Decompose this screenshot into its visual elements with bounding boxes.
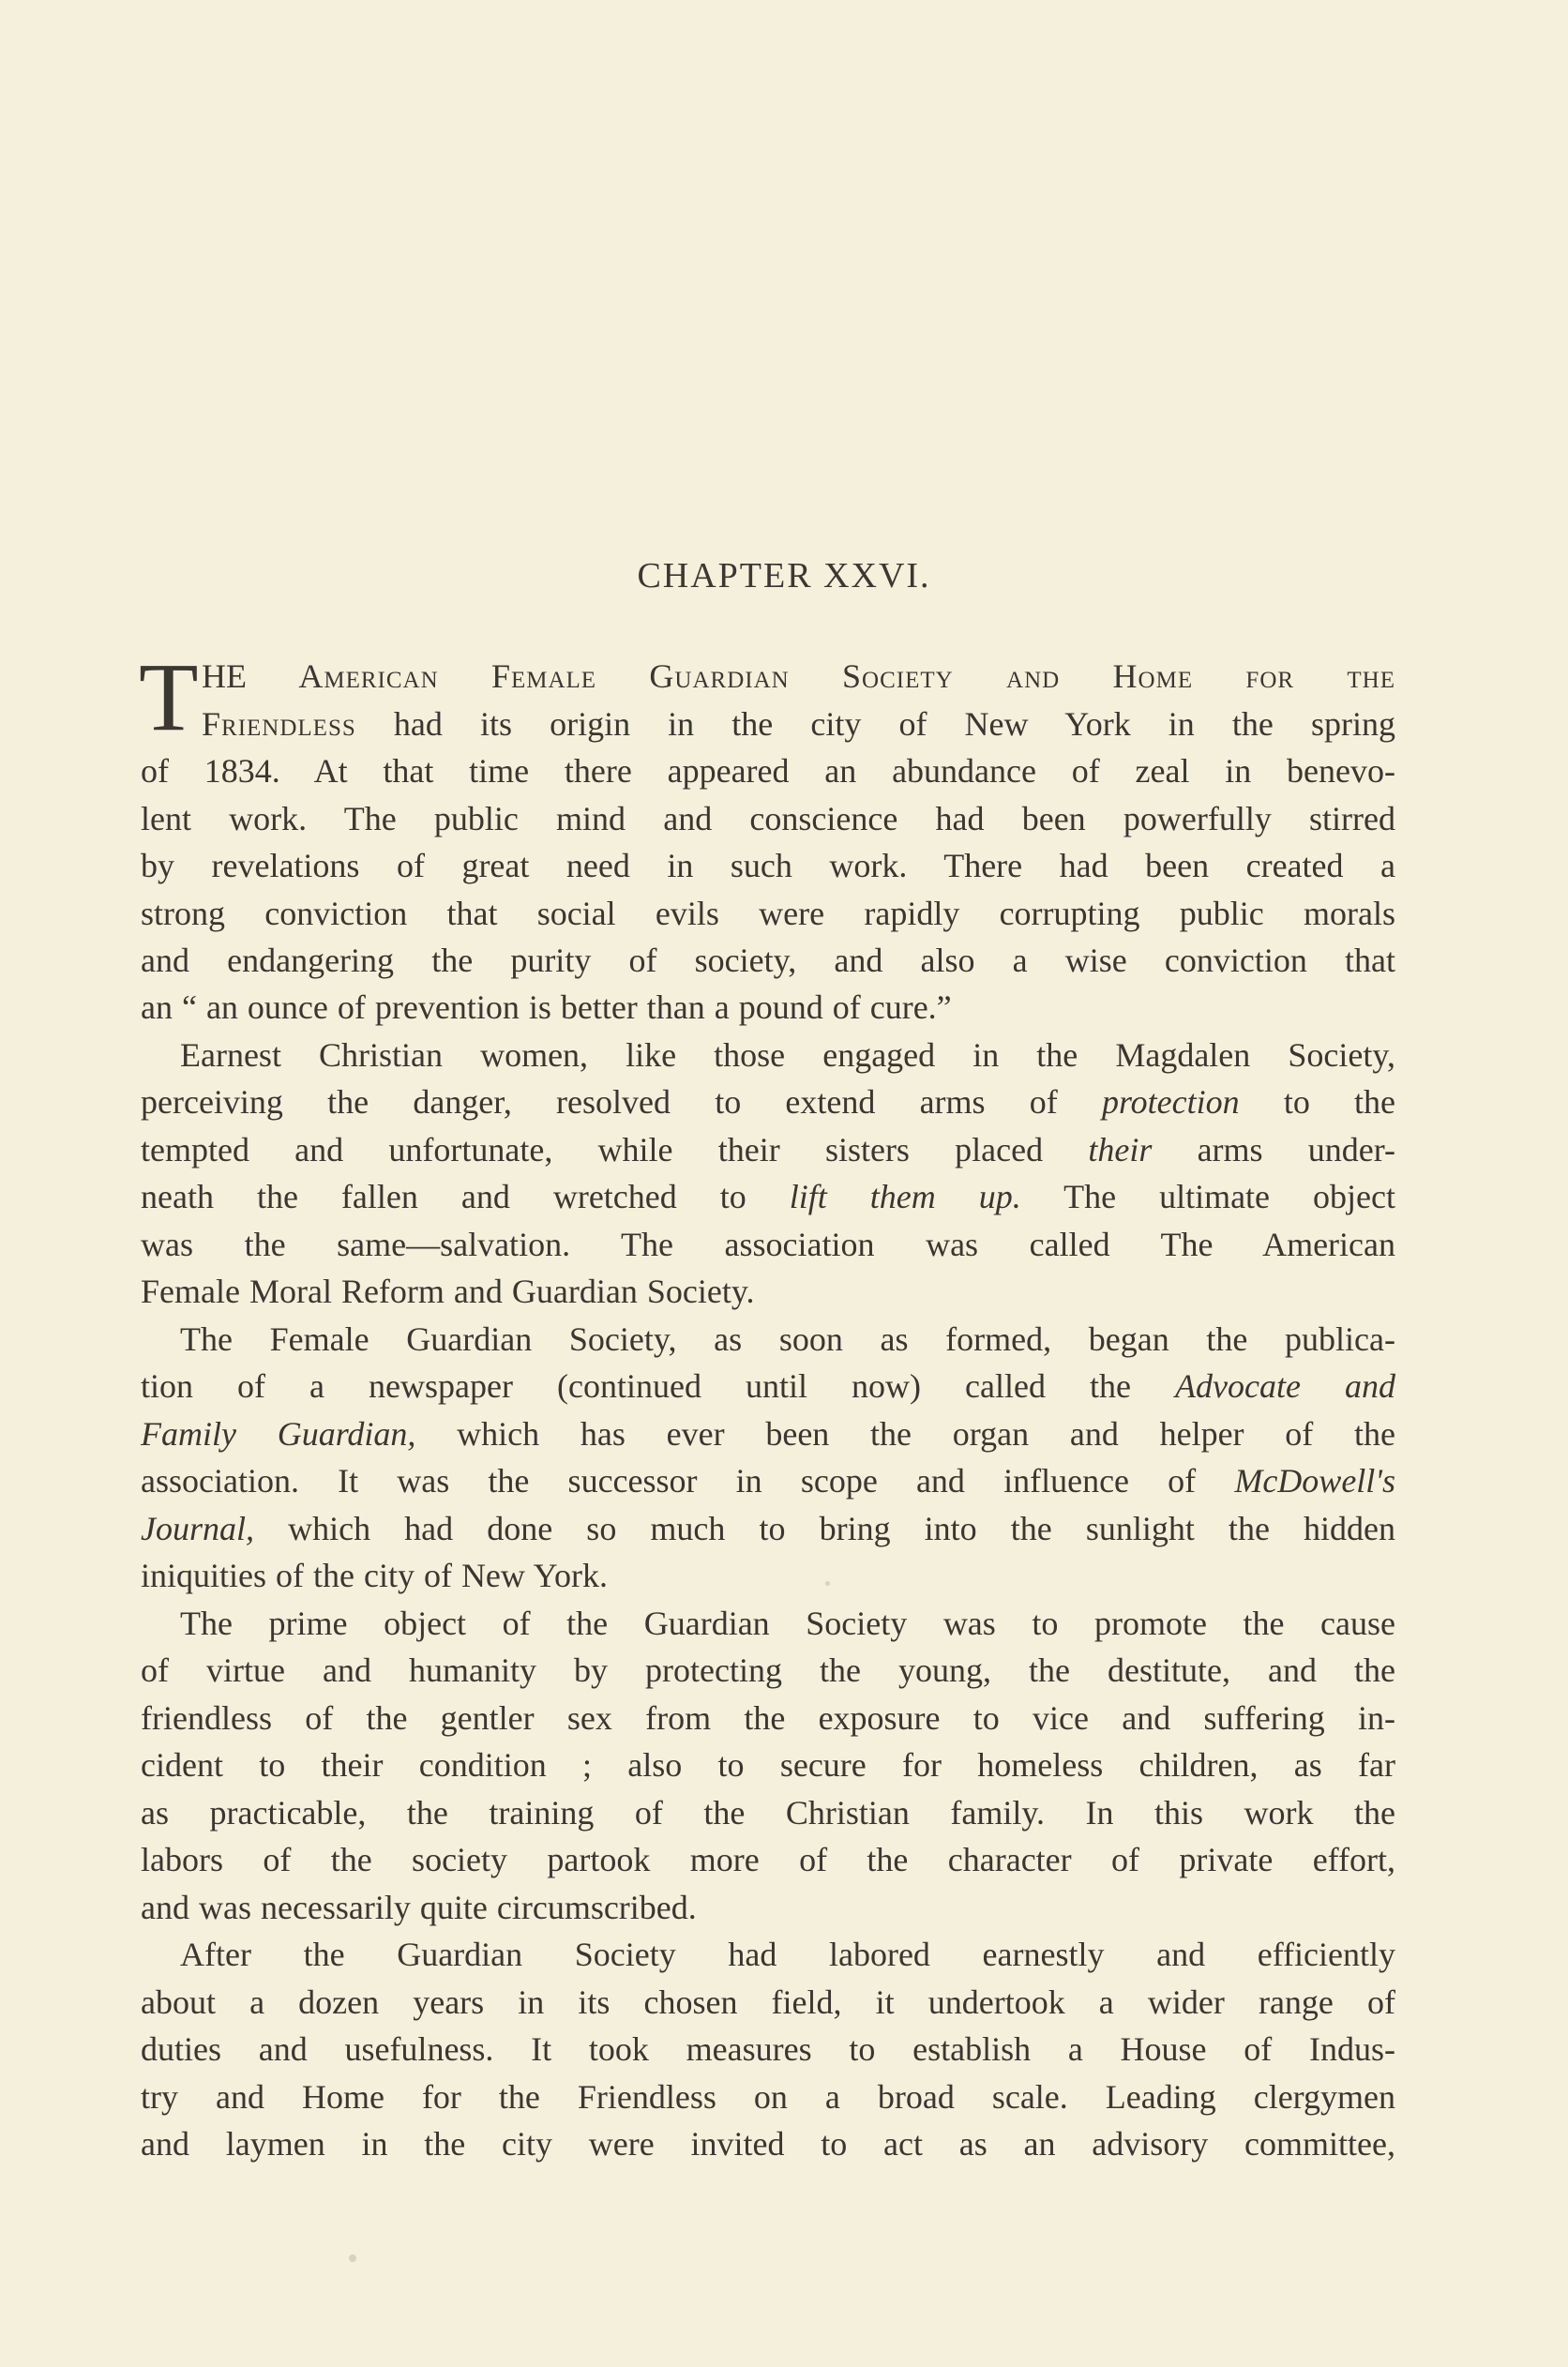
- text-line: and was necessarily quite circumscribed.: [141, 1889, 697, 1926]
- text-line: [202, 653, 1395, 700]
- text-fragment: which had done so much to bring into the sunlight the hidden: [288, 1510, 1395, 1547]
- journal-title-italic: Journal,: [141, 1510, 254, 1547]
- newspaper-title-italic: Advocate and: [1175, 1367, 1396, 1405]
- text-line: cident to their condition ; also to secure for homeless children, as far: [141, 1746, 1395, 1784]
- text-fragment: had its origin in the city of New York in the spring: [393, 705, 1395, 743]
- text-line: The prime object of the Guardian Society was to promote the cause: [180, 1605, 1395, 1642]
- text-line: [141, 1363, 1395, 1410]
- journal-title-italic: McDowell's: [1234, 1462, 1396, 1500]
- text-fragment: tempted and unfortunate, while their sisters placed: [141, 1131, 1044, 1168]
- text-line: and laymen in the city were invited to act as an advisory committee,: [141, 2125, 1395, 2163]
- text-fragment: perceiving the danger, resolved to extend arms of: [141, 1083, 1058, 1121]
- text-line: [141, 1078, 1395, 1125]
- text-line: friendless of the gentler sex from the exposure to vice and suffering in-: [141, 1699, 1395, 1737]
- text-line: of virtue and humanity by protecting the young, the destitute, and the: [141, 1651, 1395, 1689]
- text-line: After the Guardian Society had labored earnestly and efficiently: [180, 1936, 1395, 1973]
- text-line: [141, 1126, 1395, 1173]
- text-line: Female Moral Reform and Guardian Society.: [141, 1273, 755, 1310]
- text-line: [141, 1410, 1395, 1457]
- society-name-smallcaps: Friendless: [202, 705, 356, 743]
- text-line: [141, 1457, 1395, 1504]
- text-line: strong conviction that social evils were rapidly corrupting public morals: [141, 895, 1395, 932]
- text-line: and endangering the purity of society, and also a wise conviction that: [141, 942, 1395, 979]
- text-line: lent work. The public mind and conscience had been powerfully stirred: [141, 800, 1395, 837]
- italic-emphasis: lift them up.: [789, 1178, 1021, 1215]
- chapter-title: CHAPTER XXVI.: [637, 556, 931, 596]
- text-fragment: neath the fallen and wretched to: [141, 1178, 746, 1215]
- text-fragment: arms under-: [1197, 1131, 1396, 1168]
- text-line: was the same—salvation. The association was called The American: [141, 1226, 1395, 1263]
- text-fragment: which has ever been the organ and helper of the: [457, 1415, 1396, 1453]
- text-line: an “ an ounce of prevention is better than a pound of cure.”: [141, 988, 952, 1026]
- text-fragment: to the: [1283, 1083, 1396, 1121]
- text-line: [202, 701, 1395, 747]
- text-line: duties and usefulness. It took measures to establish a House of Indus-: [141, 2030, 1395, 2068]
- newspaper-title-italic: Family Guardian,: [141, 1415, 416, 1453]
- text-line: about a dozen years in its chosen field, it undertook a wider range of: [141, 1983, 1395, 2021]
- text-line: Earnest Christian women, like those engaged in the Magdalen Society,: [180, 1036, 1395, 1074]
- paper-speck: [825, 1581, 830, 1586]
- drop-cap-letter: T: [139, 643, 199, 751]
- text-fragment: tion of a newspaper (continued until now) called the: [141, 1367, 1132, 1405]
- italic-emphasis: their: [1088, 1131, 1153, 1168]
- text-line: labors of the society partook more of the character of private effort,: [141, 1841, 1395, 1878]
- text-line: of 1834. At that time there appeared an abundance of zeal in benevo-: [141, 752, 1395, 790]
- text-line: iniquities of the city of New York.: [141, 1557, 608, 1594]
- text-line: [141, 1173, 1395, 1220]
- text-line: by revelations of great need in such work. There had been created a: [141, 847, 1395, 884]
- text-line: [141, 1505, 1395, 1552]
- society-name-smallcaps: American Female Guardian Society and Home for the: [298, 657, 1395, 695]
- text-line: as practicable, the training of the Christian family. In this work the: [141, 1794, 1395, 1832]
- text-fragment: HE: [202, 657, 247, 695]
- paper-speck: [349, 2254, 356, 2262]
- text-fragment: association. It was the successor in scope and influence of: [141, 1462, 1197, 1500]
- italic-emphasis: protection: [1101, 1083, 1240, 1121]
- text-line: The Female Guardian Society, as soon as formed, began the publica-: [180, 1320, 1395, 1358]
- text-line: try and Home for the Friendless on a broad scale. Leading clergymen: [141, 2078, 1395, 2116]
- text-fragment: The ultimate object: [1063, 1178, 1395, 1215]
